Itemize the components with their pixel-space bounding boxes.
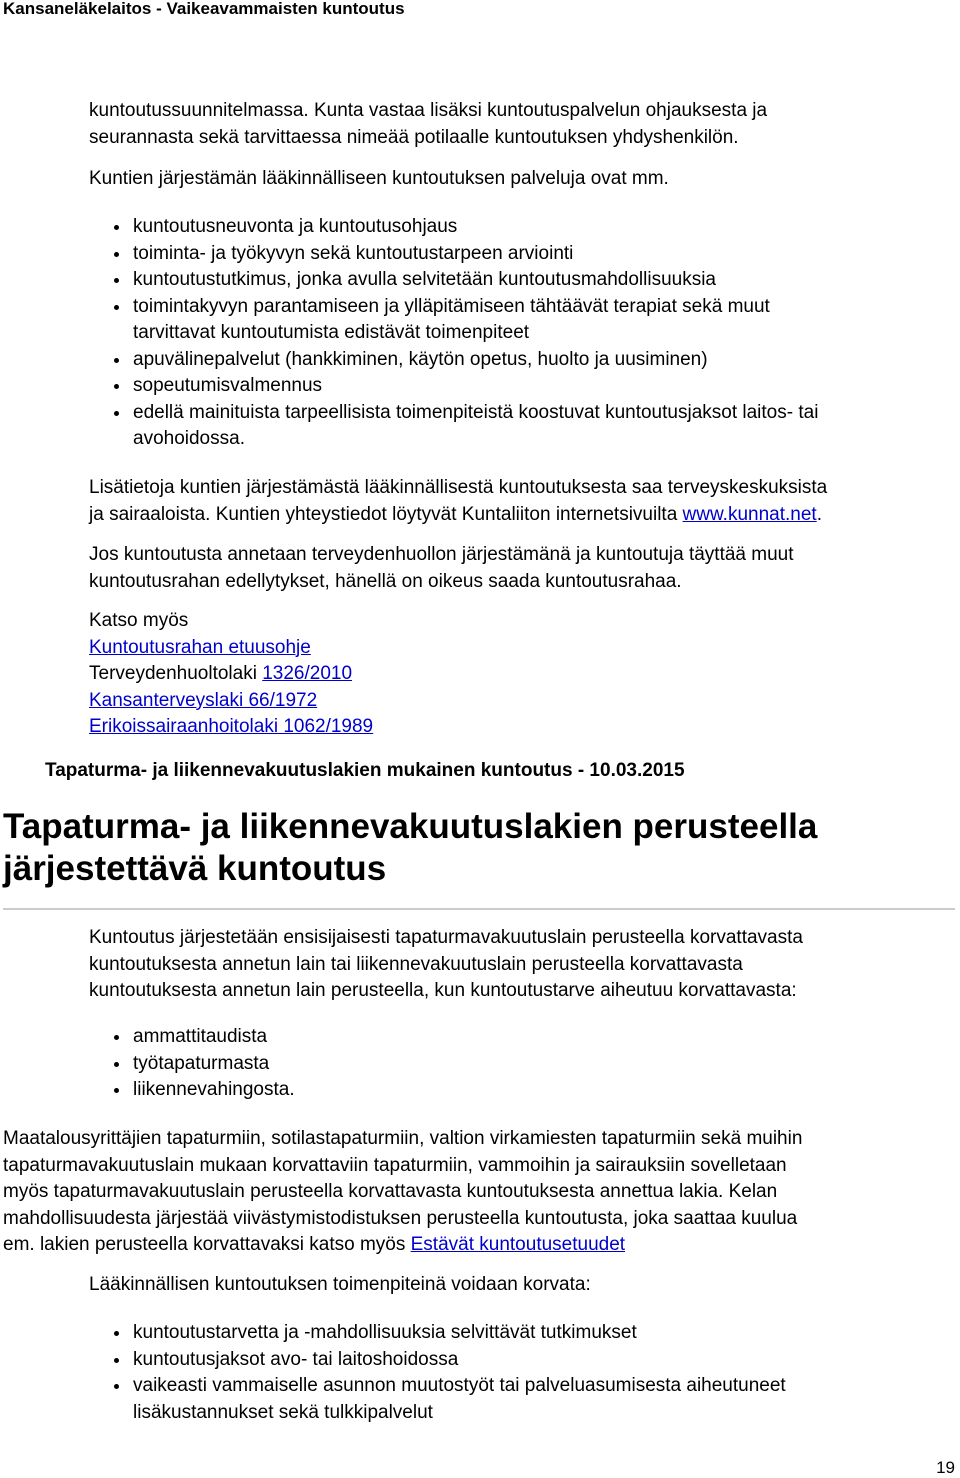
erikoissairaanhoitolaki-link[interactable]: Erikoissairaanhoitolaki 1062/1989 [89,716,374,737]
info-paragraph: Lisätietoja kuntien järjestämästä lääkinnällisestä kuntoutuksesta saa terveyskeskuksista ja sairaaloista. Kuntien yhteystiedot löytyvät Kuntaliiton internetsivuilta www.kunnat.net. [89,477,828,525]
page-title: Tapaturma- ja liikennevakuutuslakien perusteella järjestettävä kuntoutus [3,806,955,910]
measures-list [133,1320,933,1426]
terveydenhuoltolaki-link[interactable]: 1326/2010 [262,663,353,684]
list-item: toiminta- ja työkyvyn sekä kuntoutustarpeen arviointi [133,241,933,268]
list-item: sopeutumisvalmennus [133,373,933,400]
kuntoutusraha-link[interactable]: Kuntoutusrahan etuusohje [89,636,311,658]
services-intro: Kuntien järjestämän lääkinnälliseen kuntoutuksen palveluja ovat mm. [89,168,669,189]
estavat-kuntoutusetuudet-link[interactable]: Estävät kuntoutusetuudet [410,1234,626,1255]
kansanterveyslaki-link[interactable]: Kansanterveyslaki 66/1972 [89,689,318,711]
see-also-block: Katso myös Kuntoutusrahan etuusohje Terveydenhuoltolaki 1326/2010 Kansanterveyslaki 66/1972 Erikoissairaanhoitolaki 1062/1989 [89,608,954,741]
section-heading: Tapaturma- ja liikennevakuutuslakien mukainen kuntoutus - 10.03.2015 [45,760,685,781]
list-item: toimintakyvyn parantamiseen ja ylläpitämiseen tähtäävät terapiat sekä muut tarvittavat kuntoutumista edistävät toimenpiteet [133,294,933,347]
list-item: liikennevahingosta. [133,1077,933,1104]
list-item: työtapaturmasta [133,1051,933,1078]
list-item: kuntoutustarvetta ja -mahdollisuuksia selvittävät tutkimukset [133,1320,933,1347]
list-item: vaikeasti vammaiselle asunnon muutostyöt tai palveluasumisesta aiheutuneet lisäkustannukset sekä tulkkipalvelut [133,1373,933,1426]
services-list [133,214,933,453]
see-also-label: Katso myös [89,610,189,631]
list-item: ammattitaudista [133,1024,933,1051]
list-item: kuntoutustutkimus, jonka avulla selvitetään kuntoutusmahdollisuuksia [133,267,933,294]
allowance-paragraph: Jos kuntoutusta annetaan terveydenhuollon järjestämänä ja kuntoutuja täyttää muut kuntoutusrahan edellytykset, hänellä on oikeus saada kuntoutusrahaa. [89,544,794,592]
page-number: 19 [936,1458,955,1477]
document-header: Kansaneläkelaitos - Vaikeavammaisten kuntoutus [3,0,405,18]
list-item: apuvälinepalvelut (hankkiminen, käytön opetus, huolto ja uusiminen) [133,347,933,374]
kunnat-link[interactable]: www.kunnat.net [682,503,817,525]
intro-line-1: kuntoutussuunnitelmassa. Kunta vastaa lisäksi kuntoutuspalvelun ohjauksesta ja [89,100,768,121]
list-item: edellä mainituista tarpeellisista toimenpiteistä koostuvat kuntoutusjaksot laitos- tai avohoidossa. [133,400,933,453]
list-item: kuntoutusjaksot avo- tai laitoshoidossa [133,1347,933,1374]
causes-list [133,1024,933,1104]
list-item: kuntoutusneuvonta ja kuntoutusohjaus [133,214,933,241]
intro-line-2: seurannasta sekä tarvittaessa nimeää potilaalle kuntoutuksen yhdyshenkilön. [89,126,739,148]
rehab-paragraph: Kuntoutus järjestetään ensisijaisesti tapaturmavakuutuslain perusteella korvattavasta kuntoutuksesta annetun lain tai liikennevakuutuslain perusteella korvattavasta kuntoutuksesta annetun lain perusteella, kun kuntoutustarve aiheutuu korvattavasta: [89,927,803,1001]
intro-paragraph [89,98,954,151]
measures-intro: Lääkinnällisen kuntoutuksen toimenpiteinä voidaan korvata: [89,1274,591,1295]
accident-paragraph: Maatalousyrittäjien tapaturmiin, sotilastapaturmiin, valtion virkamiesten tapaturmiin sekä muihin tapaturmavakuutuslain mukaan korvattaviin tapaturmiin, vammoihin ja sairauksiin sovelletaan myös tapaturmavakuutuslain perusteella korvattavasta kuntoutuksesta annettua lakia. Kelan mahdollisuudesta järjestää viivästymistodistuksen perusteella kuntoutusta, joka saattaa kuulua em. lakien perusteella korvattavaksi katso myös Estävät kuntoutusetuudet [3,1128,803,1255]
